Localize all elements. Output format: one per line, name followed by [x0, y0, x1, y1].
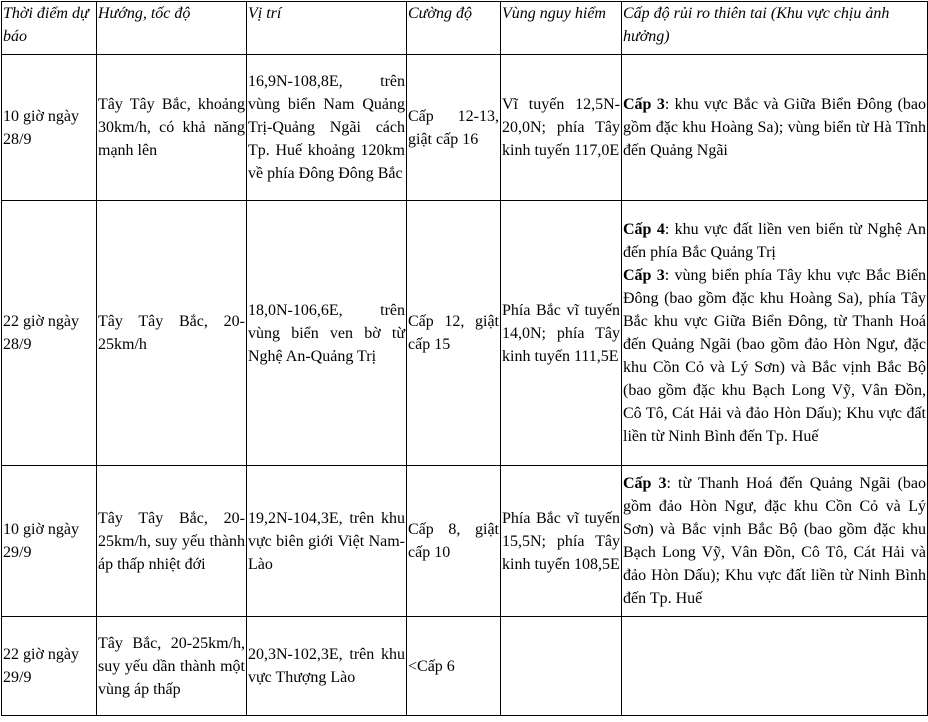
- col-header-risk: Cấp độ rủi ro thiên tai (Khu vực chịu ảnh hưởng): [622, 2, 928, 55]
- col-header-danger-zone: Vùng nguy hiểm: [501, 2, 622, 55]
- cell-danger-zone: Vĩ tuyến 12,5N-20,0N; phía Tây kinh tuyến 117,0E: [501, 55, 622, 201]
- forecast-table: [1, 1, 928, 716]
- cell-intensity: Cấp 12-13, giật cấp 16: [407, 55, 501, 201]
- table-row: [2, 617, 928, 716]
- risk-text: : vùng biển phía Tây khu vực Bắc Biển Đông (bao gồm đặc khu Hoàng Sa), phía Tây Bắc khu vực Giữa Biển Đông, từ Thanh Hoá đến Quảng Ngãi (bao gồm đảo Hòn Ngư, đặc khu Cồn Cỏ và Lý Sơn) và Bắc vịnh Bắc Bộ (bao gồm đặc khu Bạch Long Vỹ, Vân Đồn, Cô Tô, Cát Hải và đảo Hòn Dấu); Khu vực đất liền từ Ninh Bình đến Tp. Huế: [623, 267, 927, 445]
- cell-danger-zone: Phía Bắc vĩ tuyến 15,5N; phía Tây kinh tuyến 108,5E: [501, 466, 622, 617]
- cell-position: 20,3N-102,3E, trên khu vực Thượng Lào: [247, 617, 407, 716]
- cell-time: 10 giờ ngày 29/9: [2, 466, 97, 617]
- cell-time: 22 giờ ngày 28/9: [2, 201, 97, 466]
- risk-entry: [623, 264, 926, 448]
- risk-entry: [623, 218, 926, 264]
- risk-level: Cấp 3: [623, 267, 665, 284]
- cell-risk: [622, 201, 928, 466]
- table-row: [2, 466, 928, 617]
- cell-direction: Tây Tây Bắc, khoảng 30km/h, có khả năng mạnh lên: [97, 55, 247, 201]
- cell-direction: Tây Bắc, 20-25km/h, suy yếu dần thành một vùng áp thấp: [97, 617, 247, 716]
- risk-level: Cấp 3: [623, 96, 665, 113]
- cell-intensity: Cấp 12, giật cấp 15: [407, 201, 501, 466]
- risk-level: Cấp 3: [623, 475, 667, 492]
- risk-entry: [623, 93, 926, 162]
- cell-time: 22 giờ ngày 29/9: [2, 617, 97, 716]
- col-header-intensity: Cường độ: [407, 2, 501, 55]
- risk-text: : khu vực Bắc và Giữa Biển Đông (bao gồm đặc khu Hoàng Sa); vùng biển từ Hà Tĩnh đến Quảng Ngãi: [623, 96, 926, 159]
- cell-danger-zone: Phía Bắc vĩ tuyến 14,0N; phía Tây kinh tuyến 111,5E: [501, 201, 622, 466]
- cell-direction: Tây Tây Bắc, 20-25km/h, suy yếu thành áp thấp nhiệt đới: [97, 466, 247, 617]
- col-header-position: Vị trí: [247, 2, 407, 55]
- cell-direction: Tây Tây Bắc, 20-25km/h: [97, 201, 247, 466]
- risk-entry: [623, 472, 926, 610]
- col-header-time: Thời điểm dự báo: [2, 2, 97, 55]
- table-row: [2, 55, 928, 201]
- header-row: [2, 2, 928, 55]
- cell-danger-zone: [501, 617, 622, 716]
- cell-time: 10 giờ ngày 28/9: [2, 55, 97, 201]
- cell-position: 16,9N-108,8E, trên vùng biển Nam Quảng Trị-Quảng Ngãi cách Tp. Huế khoảng 120km về phía Đông Đông Bắc: [247, 55, 407, 201]
- cell-position: 19,2N-104,3E, trên khu vực biên giới Việt Nam-Lào: [247, 466, 407, 617]
- risk-text: : khu vực đất liền ven biển từ Nghệ An đến phía Bắc Quảng Trị: [623, 221, 926, 261]
- risk-level: Cấp 4: [623, 221, 665, 238]
- col-header-direction: Hướng, tốc độ: [97, 2, 247, 55]
- table-row: [2, 201, 928, 466]
- cell-risk: [622, 466, 928, 617]
- cell-position: 18,0N-106,6E, trên vùng biển ven bờ từ Nghệ An-Quảng Trị: [247, 201, 407, 466]
- cell-risk: [622, 617, 928, 716]
- cell-risk: [622, 55, 928, 201]
- cell-intensity: Cấp 8, giật cấp 10: [407, 466, 501, 617]
- risk-text: : từ Thanh Hoá đến Quảng Ngãi (bao gồm đảo Hòn Ngư, đặc khu Cồn Cỏ và Lý Sơn) và Bắc vịnh Bắc Bộ (bao gồm đặc khu Bạch Long Vỹ, Vân Đồn, Cô Tô, Cát Hải và đảo Hòn Dấu); Khu vực đất liền từ Ninh Bình đến Tp. Huế: [623, 475, 927, 607]
- cell-intensity: <Cấp 6: [407, 617, 501, 716]
